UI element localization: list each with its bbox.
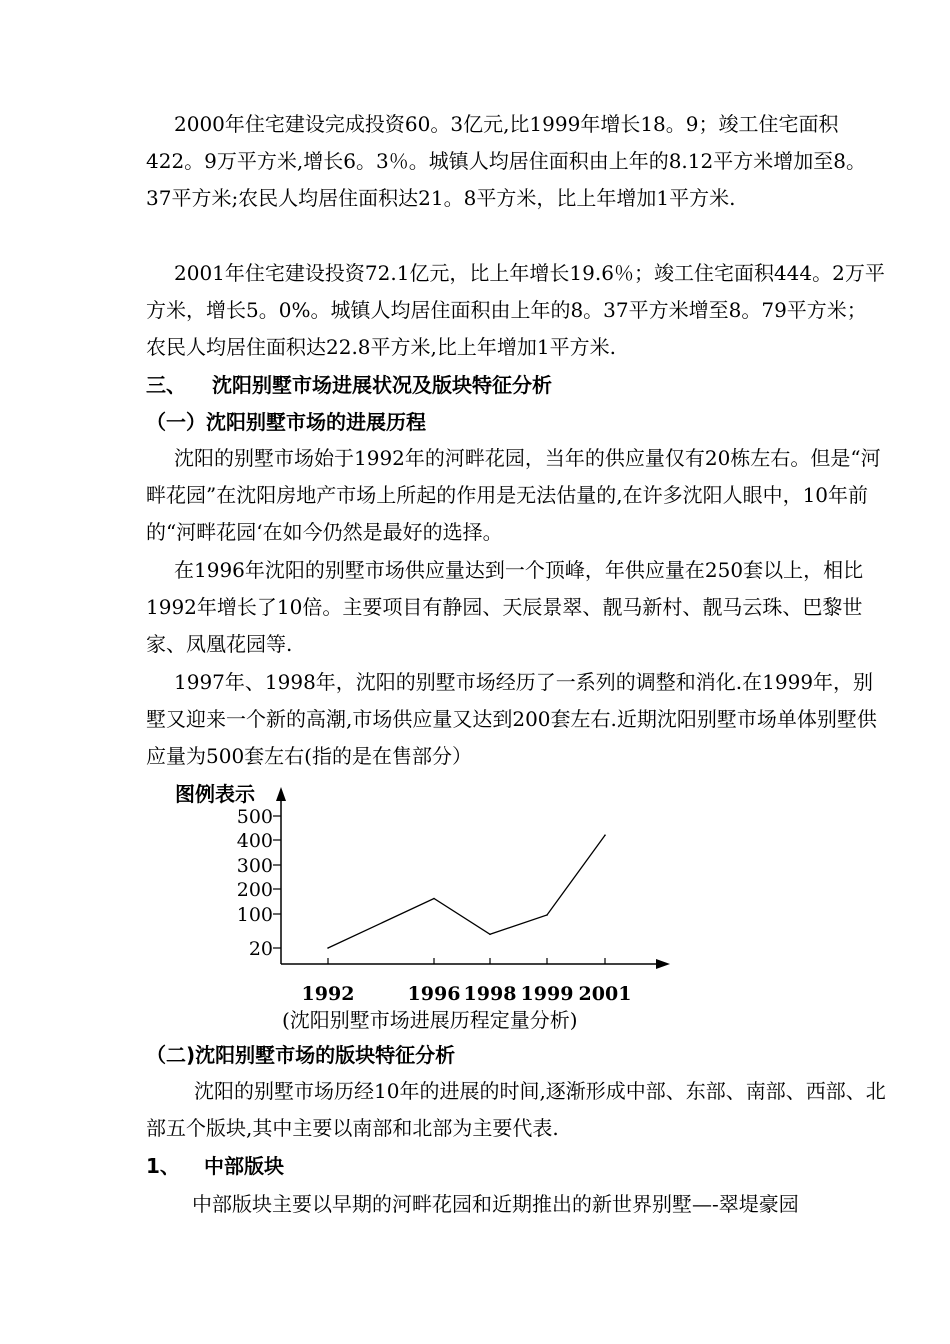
data-point — [604, 834, 606, 836]
paragraph-2001-housing: 2001年住宅建设投资72.1亿元，比上年增长19.6％；竣工住宅面积444。2万平方米，增长5。0%。城镇人均居住面积由上年的8。37平方米增至8。79平方米；农民人均居住面积达22.8平方米,比上年增加1平方米. — [146, 261, 885, 359]
x-axis-arrow — [656, 959, 670, 969]
subsection1-title: （一）沈阳别墅市场的进展历程 — [146, 410, 426, 434]
supply-line-chart — [160, 775, 700, 1035]
series-line — [328, 835, 605, 948]
y-tick-label: 200 — [236, 879, 273, 901]
data-point — [489, 934, 491, 936]
y-tick-label: 300 — [236, 855, 273, 877]
data-point — [546, 914, 548, 916]
chart-canvas — [160, 775, 700, 1035]
chart-caption: (沈阳别墅市场进展历程定量分析) — [282, 1008, 578, 1032]
x-tick-label: 1996 — [407, 983, 461, 1005]
data-point — [327, 947, 329, 949]
x-tick-label: 1998 — [463, 983, 517, 1005]
y-axis-arrow — [276, 787, 286, 801]
paragraph-sector-intro: 沈阳的别墅市场历经10年的进展的时间,逐渐形成中部、东部、南部、西部、北部五个版块,其中主要以南部和北部为主要代表. — [146, 1079, 886, 1140]
paragraph-history-2: 在1996年沈阳的别墅市场供应量达到一个顶峰，年供应量在250套以上，相比1992年增长了10倍。主要项目有静园、天辰景翠、靓马新村、靓马云珠、巴黎世家、凤凰花园等. — [146, 558, 864, 656]
item1-title: 中部版块 — [204, 1154, 284, 1178]
y-tick-label: 20 — [248, 938, 273, 960]
data-point — [433, 898, 435, 900]
section3-number: 三、 — [146, 373, 186, 397]
paragraph-history-3: 1997年、1998年，沈阳的别墅市场经历了一系列的调整和消化.在1999年，别墅又迎来一个新的高潮,市场供应量又达到200套左右.近期沈阳别墅市场单体别墅供应量为500套左右(指的是在售部分） — [146, 670, 877, 768]
chart-title: 图例表示 — [175, 782, 255, 806]
x-tick-label: 2001 — [578, 983, 632, 1005]
subsection2-title: （二)沈阳别墅市场的版块特征分析 — [146, 1043, 456, 1067]
item1-number: 1、 — [146, 1154, 180, 1178]
x-tick-label: 1999 — [520, 983, 574, 1005]
y-tick-label: 100 — [236, 904, 273, 926]
y-tick-label: 400 — [236, 830, 273, 852]
paragraph-history-1: 沈阳的别墅市场始于1992年的河畔花园，当年的供应量仅有20栋左右。但是“河畔花园”在沈阳房地产市场上所起的作用是无法估量的,在许多沈阳人眼中，10年前的“河畔花园‘在如今仍然是最好的选择。 — [146, 446, 881, 544]
paragraph-2000-housing: 2000年住宅建设完成投资60。3亿元,比1999年增长18。9；竣工住宅面积422。9万平方米,增长6。3％。城镇人均居住面积由上年的8.12平方米增加至8。37平方米;农民人均居住面积达21。8平方米，比上年增加1平方米. — [146, 112, 866, 210]
paragraph-central-intro: 中部版块主要以早期的河畔花园和近期推出的新世界别墅—-翠堤豪园 — [192, 1192, 799, 1216]
y-tick-label: 500 — [236, 806, 273, 828]
x-tick-label: 1992 — [301, 983, 355, 1005]
section3-title: 沈阳别墅市场进展状况及版块特征分析 — [212, 373, 552, 397]
